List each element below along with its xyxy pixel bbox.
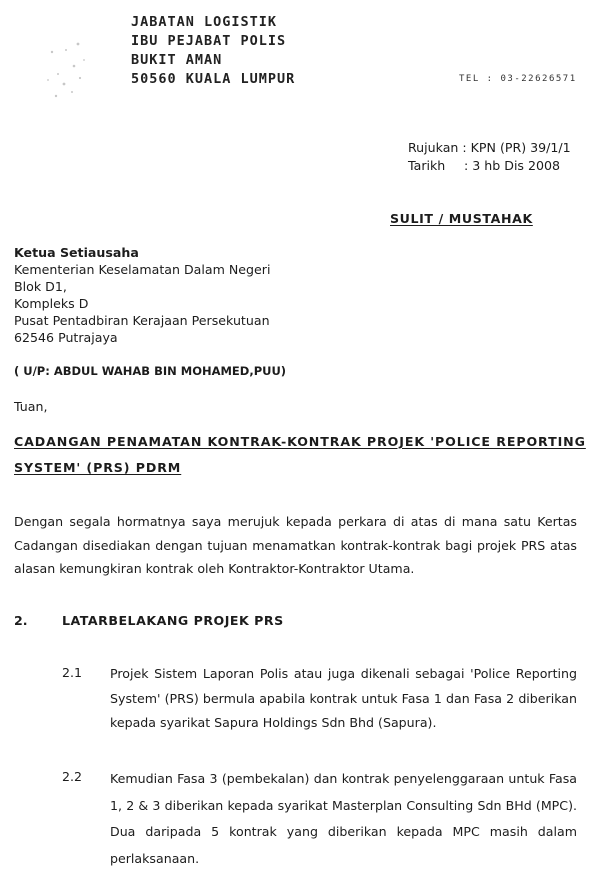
recipient-line-5: 62546 Putrajaya [14,330,118,345]
item-2-2-paragraph [110,766,577,872]
letterhead-line-1: JABATAN LOGISTIK [131,14,278,30]
intro-text: Dengan segala hormatnya saya merujuk kepada perkara di atas di mana satu Kertas Cadangan disediakan dengan tujuan menamatkan kontrak-kontrak bagi projek PRS atas alasan kemungkiran kontrak oleh Kontraktor-Kontraktor Utama. [14,514,577,576]
letterhead-line-3: BUKIT AMAN [131,52,223,68]
item-2-2-number: 2.2 [62,769,83,784]
item-2-2-text: Kemudian Fasa 3 (pembekalan) dan kontrak penyelenggaraan untuk Fasa 1, 2 & 3 diberikan kepada syarikat Masterplan Consulting Sdn BHd (MPC). Dua daripada 5 kontrak yang diberikan kepada MPC masih dalam perlaksanaan. [110,771,577,866]
letterhead-line-4: 50560 KUALA LUMPUR [131,71,296,87]
item-2-1-number: 2.1 [62,665,83,680]
section-2-number: 2. [14,613,28,628]
subject-line-2: SYSTEM' (PRS) PDRM [14,460,182,475]
salutation: Tuan, [14,399,48,414]
recipient-line-4: Pusat Pentadbiran Kerajaan Persekutuan [14,313,270,328]
letterhead-telephone: TEL : 03-22626571 [459,74,577,84]
classification-label: SULIT / MUSTAHAK [390,211,533,226]
recipient-title: Ketua Setiausaha [14,245,139,260]
item-2-1-paragraph [110,662,577,736]
recipient-line-2: Blok D1, [14,279,67,294]
letterhead-line-2: IBU PEJABAT POLIS [131,33,287,49]
section-2-title: LATARBELAKANG PROJEK PRS [62,613,284,628]
reference-date-label: Tarikh [408,158,446,173]
item-2-1-text: Projek Sistem Laporan Polis atau juga dikenali sebagai 'Police Reporting System' (PRS) bermula apabila kontrak untuk Fasa 1 dan Fasa 2 diberikan kepada syarikat Sapura Holdings Sdn Bhd (Sapura). [110,666,577,730]
subject-line-1: CADANGAN PENAMATAN KONTRAK-KONTRAK PROJEK 'POLICE REPORTING [14,434,586,449]
reference-date-value: : 3 hb Dis 2008 [464,158,561,173]
intro-paragraph [14,510,577,581]
reference-number: Rujukan : KPN (PR) 39/1/1 [408,140,571,155]
recipient-line-1: Kementerian Keselamatan Dalam Negeri [14,262,271,277]
recipient-attention: ( U/P: ABDUL WAHAB BIN MOHAMED,PUU) [14,364,287,378]
crest-mark [28,22,118,112]
recipient-line-3: Kompleks D [14,296,89,311]
